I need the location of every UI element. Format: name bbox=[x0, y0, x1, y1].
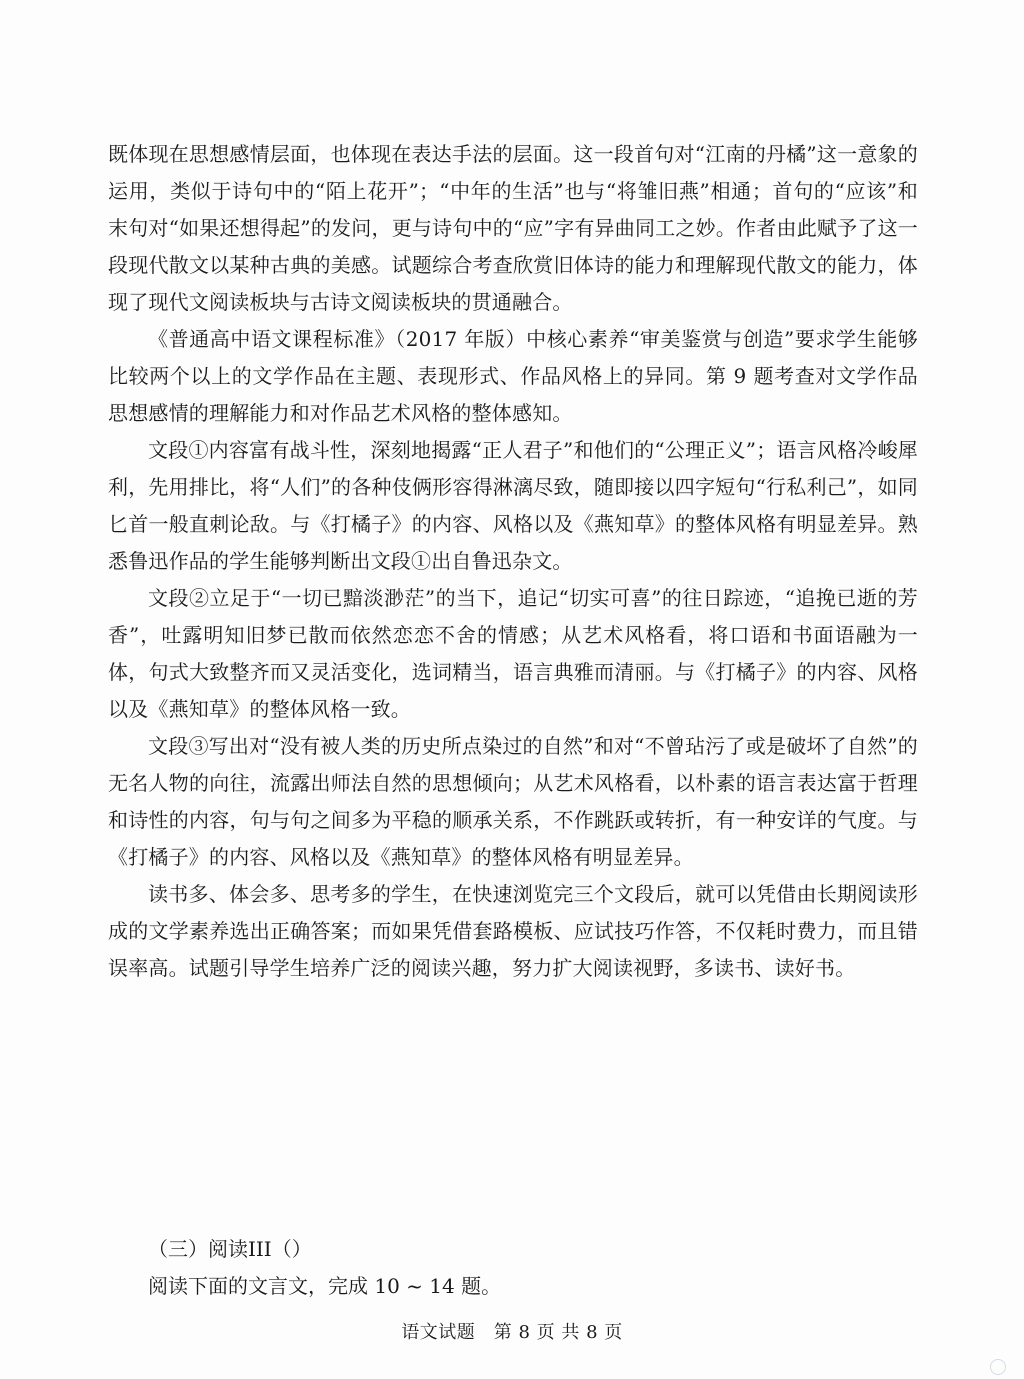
paragraph-5: 文段③写出对“没有被人类的历史所点染过的自然”和对“不曾玷污了或是破坏了自然”的无名人物的向往，流露出师法自然的思想倾向；从艺术风格看，以朴素的语言表达富于哲理和诗性的内容，句与句之间多为平稳的顺承关系，不作跳跃或转折，有一种安详的气度。与《打橘子》的内容、风格以及《燕知草》的整体风格有明显差异。 bbox=[108, 734, 918, 869]
paragraph-1: 既体现在思想感情层面，也体现在表达手法的层面。这一段首句对“江南的丹橘”这一意象的运用，类似于诗句中的“陌上花开”；“中年的生活”也与“将雏旧燕”相通；首句的“应该”和末句对“如果还想得起”的发问，更与诗句中的“应”字有异曲同工之妙。作者由此赋予了这一段现代散文以某种古典的美感。试题综合考查欣赏旧体诗的能力和理解现代散文的能力，体现了现代文阅读板块与古诗文阅读板块的贯通融合。 bbox=[108, 142, 918, 314]
page-footer: 语文试题 第 8 页 共 8 页 bbox=[401, 1322, 623, 1343]
section-instruction: 阅读下面的文言文，完成 10 ~ 14 题。 bbox=[148, 1274, 502, 1298]
paragraph-6: 读书多、体会多、思考多的学生，在快速浏览完三个文段后，就可以凭借由长期阅读形成的文学素养选出正确答案；而如果凭借套路模板、应试技巧作答，不仅耗时费力，而且错误率高。试题引导学生培养广泛的阅读兴趣，努力扩大阅读视野，多读书、读好书。 bbox=[108, 882, 918, 980]
watermark-icon bbox=[990, 1359, 1006, 1375]
body-text bbox=[108, 136, 918, 987]
section-block bbox=[148, 1231, 918, 1305]
section-heading: （三）阅读III（） bbox=[148, 1237, 312, 1261]
paragraph-3: 文段①内容富有战斗性，深刻地揭露“正人君子”和他们的“公理正义”；语言风格冷峻犀利，先用排比，将“人们”的各种伎俩形容得淋漓尽致，随即接以四字短句“行私利己”，如同匕首一般直刺论敌。与《打橘子》的内容、风格以及《燕知草》的整体风格有明显差异。熟悉鲁迅作品的学生能够判断出文段①出自鲁迅杂文。 bbox=[108, 438, 918, 573]
paragraph-4: 文段②立足于“一切已黯淡渺茫”的当下，追记“切实可喜”的往日踪迹，“追挽已逝的芳香”，吐露明知旧梦已散而依然恋恋不舍的情感；从艺术风格看，将口语和书面语融为一体，句式大致整齐而又灵活变化，选词精当，语言典雅而清丽。与《打橘子》的内容、风格以及《燕知草》的整体风格一致。 bbox=[108, 586, 918, 721]
paragraph-2: 《普通高中语文课程标准》（2017 年版）中核心素养“审美鉴赏与创造”要求学生能够比较两个以上的文学作品在主题、表现形式、作品风格上的异同。第 9 题考查对文学作品思想感情的理解能力和对作品艺术风格的整体感知。 bbox=[108, 327, 918, 425]
